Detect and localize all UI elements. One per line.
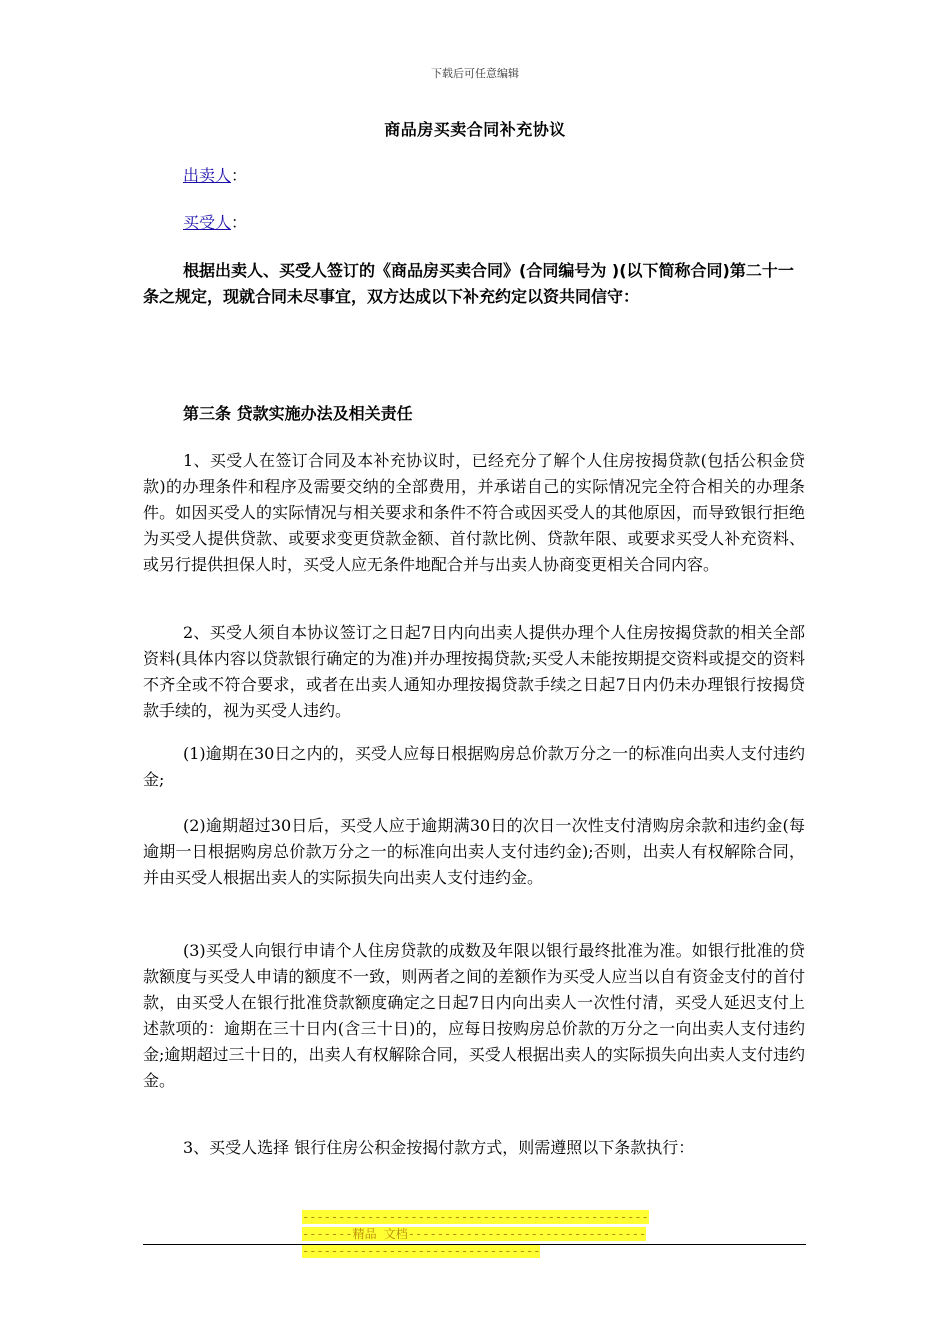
seller-line (183, 163, 247, 189)
seller-link[interactable]: 出卖人 (183, 166, 232, 185)
footer-divider (143, 1244, 806, 1245)
article-3-clause-3: 3、买受人选择 银行住房公积金按揭付款方式，则需遵照以下条款执行： (183, 1138, 695, 1157)
buyer-line (183, 210, 247, 236)
article-3-clause-2-item-1: (1)逾期在30日之内的，买受人应每日根据购房总价款万分之一的标准向出卖人支付违约金; (143, 744, 805, 789)
header-note: 下载后可任意编辑 (431, 67, 519, 80)
footer-watermark (302, 1209, 650, 1260)
article-3-clause-2-item-3: (3)买受人向银行申请个人住房贷款的成数及年限以银行最终批准为准。如银行批准的贷款额度与买受人申请的额度不一致，则两者之间的差额作为买受人应当以自有资金支付的首付款，由买受人在银行批准贷款额度确定之日起7日内向出卖人一次性付清，买受人延迟支付上述款项的：逾期在三十日内(含三十日)的，应每日按购房总价款的万分之一向出卖人支付违约金;逾期超过三十日的，出卖人有权解除合同，买受人根据出卖人的实际损失向出卖人支付违约金。 (143, 941, 805, 1090)
document-title: 商品房买卖合同补充协议 (384, 120, 566, 139)
buyer-link[interactable]: 买受人 (183, 213, 232, 232)
article-3-clause-2-item-2: (2)逾期超过30日后，买受人应于逾期满30日的次日一次性支付清购房余款和违约金(每逾期一日根据购房总价款万分之一的标准向出卖人支付违约金);否则，出卖人有权解除合同，并由买受人根据出卖人的实际损失向出卖人支付违约金。 (143, 816, 805, 887)
article-3-clause-1: 1、买受人在签订合同及本补充协议时，已经充分了解个人住房按揭贷款(包括公积金贷款)的办理条件和程序及需要交纳的全部费用，并承诺自己的实际情况完全符合相关的办理条件。如因买受人的实际情况与相关要求和条件不符合或因买受人的其他原因，而导致银行拒绝为买受人提供贷款、或要求变更贷款金额、首付款比例、贷款年限、或要求买受人补充资料、或另行提供担保人时，买受人应无条件地配合并与出卖人协商变更相关合同内容。 (143, 451, 805, 574)
buyer-colon: ： (231, 213, 248, 232)
intro-paragraph: 根据出卖人、买受人签订的《商品房买卖合同》(合同编号为 )(以下简称合同)第二十一条之规定，现就合同未尽事宜，双方达成以下补充约定以资共同信守： (143, 261, 794, 306)
article-3-clause-2: 2、买受人须自本协议签订之日起7日内向出卖人提供办理个人住房按揭贷款的相关全部资料(具体内容以贷款银行确定的为准)并办理按揭贷款;买受人未能按期提交资料或提交的资料不齐全或不符合要求，或者在出卖人通知办理按揭贷款手续之日起7日内仍未办理银行按揭贷款手续的，视为买受人违约。 (143, 623, 805, 720)
seller-colon: ： (231, 166, 248, 185)
footer-watermark-text: -------------------------------------------------------精品 文档------------------------------------------------------------------ (302, 1210, 649, 1258)
article-3-title: 第三条 贷款实施办法及相关责任 (183, 404, 413, 423)
